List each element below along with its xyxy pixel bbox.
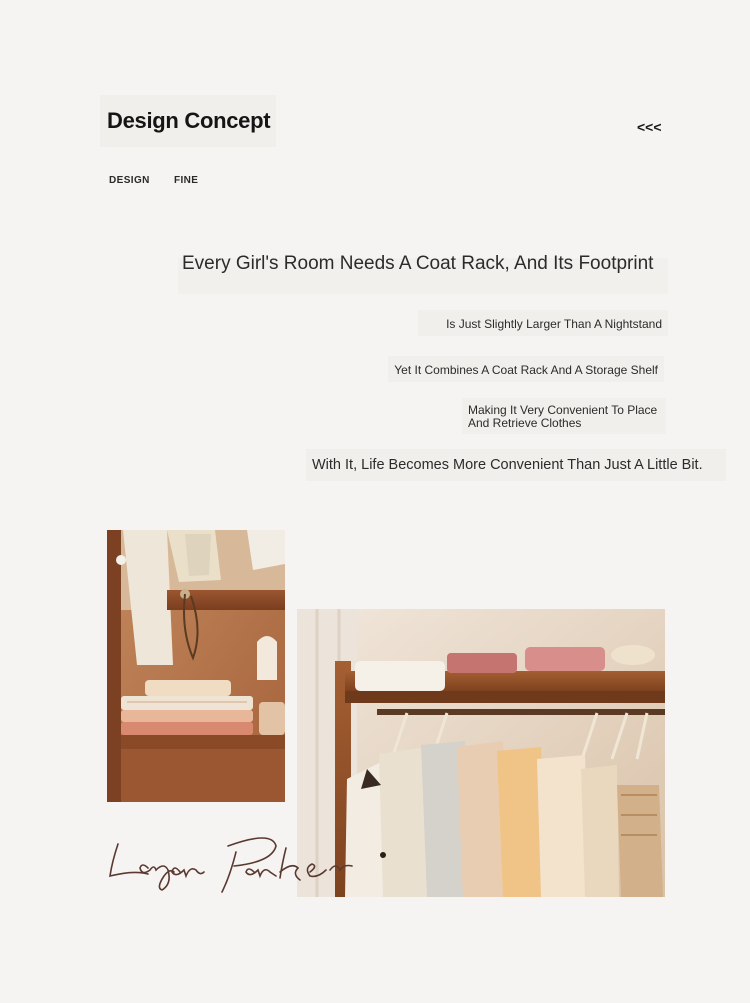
signature	[104, 832, 374, 902]
tag-fine: FINE	[174, 175, 199, 186]
copy-line-4: With It, Life Becomes More Convenient Than Just A Little Bit.	[312, 457, 703, 473]
back-chevrons-button[interactable]: <<<	[637, 119, 662, 135]
closet-detail-photo	[107, 530, 285, 802]
headline: Every Girl's Room Needs A Coat Rack, And Its Footprint	[182, 253, 654, 274]
page-title: Design Concept	[107, 108, 271, 133]
copy-line-1: Is Just Slightly Larger Than A Nightstand	[446, 317, 662, 331]
copy-line-2: Yet It Combines A Coat Rack And A Storage Shelf	[394, 363, 658, 377]
tag-design: DESIGN	[109, 175, 150, 186]
copy-line-3: Making It Very Convenient To Place And Retrieve Clothes	[468, 403, 658, 430]
